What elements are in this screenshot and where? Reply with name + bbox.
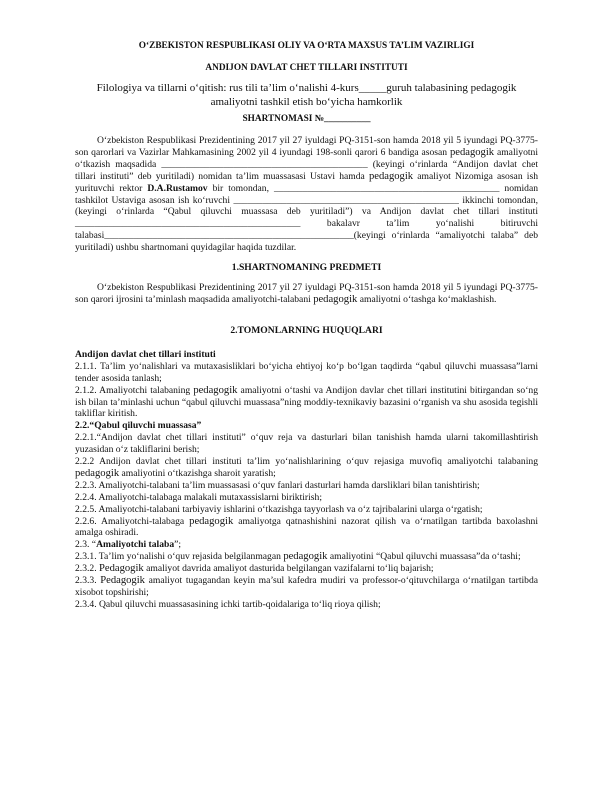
- clause-2-2-1: 2.2.1.“Andijon davlat chet tillari instituti” o‘quv reja va dasturlari bilan tanishish hamda ularni takomillashtirish yuzasidan o‘z takliflarini berish;: [75, 432, 538, 456]
- clause-2-2-2-c: amaliyotini o‘tkazishga sharoit yaratish;: [119, 467, 276, 479]
- party-student-label: Amaliyotchi talaba: [96, 539, 175, 551]
- clause-2-2-2: [75, 456, 538, 480]
- document-subtitle: [75, 81, 538, 109]
- clause-2-1-2-b: pedagogik: [193, 384, 238, 396]
- section-2-title: 2.TOMONLARNING HUQUQLARI: [230, 324, 383, 336]
- party-receiver-heading: 2.2.“Qabul qiluvchi muassasa”: [75, 420, 202, 432]
- party-student-heading: [75, 539, 538, 551]
- clause-2-3-2-b: Pedagogik: [98, 563, 144, 575]
- clause-2-3-3: [75, 575, 538, 599]
- institute-heading: ANDIJON DAVLAT CHET TILLARI INSTITUTI: [205, 63, 408, 73]
- clause-2-3-3-c: amaliyot tugagandan keyin ma’sul kafedra mudiri va professor-o‘qituvchilarga o‘rnatilgan tartibda xisobot topshirishi;: [75, 575, 539, 598]
- clause-2-2-2-a: 2.2.2 Andijon davlat chet tillari instituti ta’lim yo‘nalishlarining o‘quv rejasiga muvofiq amaliyotchi talabaning: [75, 456, 538, 468]
- intro-text-2: amaliyotni o‘tkazish maqsadida ___________________________________________ (keyingi o‘rinlarda “Andijon davlat chet tillari instituti” deb yuritiladi) nomidan ta’lim muassasasi Ustavi hamda: [75, 146, 538, 182]
- clause-2-1-2-c: amaliyotni o‘tashi va Andijon davlar chet tillari institutini bitirgandan so‘ng ish bilan ta’minlashi uchun “qabul qiluvchi muassasa”ning moddiy-texnikaviy bazasini o‘rganish va shu asosida tegishli takliflar kiritish.: [75, 384, 539, 420]
- clause-2-2-5: 2.2.5. Amaliyotchi-talabani tarbiyaviy ishlarini o‘tkazishga tayyorlash va o‘z tajribalarini ularga o‘rgatish;: [75, 503, 483, 515]
- section-1-paragraph: [75, 282, 538, 306]
- clause-2-3-1: [75, 551, 538, 563]
- party-student-suffix: ”;: [174, 539, 182, 551]
- clause-2-3-3-a: 2.3.3.: [75, 575, 101, 587]
- clause-2-2-6: [75, 516, 538, 540]
- document-body: [75, 40, 538, 611]
- subtitle-line-1: Filologiya va tillarni o‘qitish: rus tili ta’lim o‘nalishi 4-kurs_____guruh talabasining pedagogik: [96, 82, 517, 94]
- party-student-prefix: 2.3. “: [75, 539, 97, 551]
- clause-2-2-6-b: pedagogik: [189, 515, 234, 527]
- intro-word-pedagogik: pedagogik: [449, 146, 495, 158]
- intro-text-4: bir tomondan, _______________________________________________ nomidan tashkilot Ustaviga asosan ish ko‘ruvchi _______________________________________________ ikkinchi tomondan, (keyingi o‘rinlarda “Qabul qiluvchi muassasa deb yuritiladi”) va Andijon davlat chet tillari instituti _______________________________________________ bakalavr ta’lim yo‘nalishi bitiruvchi talabasi____________________________________________________(keyingi o‘rinlarda “amaliyotchi talaba” deb yuritiladi) ushbu shartnomani quyidagilar haqida tuzdilar.: [75, 182, 539, 254]
- clause-2-3-2-c: amaliyot davrida amaliyot dasturida belgilangan vazifalarni to‘liq bajarish;: [143, 563, 434, 575]
- clause-2-2-6-a: 2.2.6. Amaliyotchi-talabaga: [75, 515, 190, 527]
- rector-name: D.A.Rustamov: [147, 182, 208, 194]
- clause-2-3-1-b: pedagogik: [283, 551, 328, 563]
- clause-2-2-4: 2.2.4. Amaliyotchi-talabaga malakali mutaxassislarni biriktirish;: [75, 491, 322, 503]
- clause-2-3-2-a: 2.3.2.: [75, 563, 99, 575]
- clause-2-1-2-a: 2.1.2. Amaliyotchi talabaning: [75, 384, 194, 396]
- intro-paragraph: [75, 135, 538, 254]
- clause-2-2-6-c: amaliyotga qatnashishini nazorat qilish va o‘rnatilgan tartibda baxolashni amalga oshiradi.: [75, 515, 538, 539]
- intro-text-3: amaliyot Nizomiga asosan ish yurituvchi rektor: [75, 170, 538, 194]
- clause-2-3-2: [75, 563, 538, 575]
- clause-2-2-2-b: pedagogik: [75, 467, 120, 479]
- section-1-word-pedagogik: pedagogik: [313, 293, 358, 305]
- clause-2-3-4: 2.3.4. Qabul qiluvchi muassasasining ichki tartib-qoidalariga to‘liq rioya qilish;: [75, 598, 381, 610]
- clause-2-3-1-a: 2.3.1. Ta’lim yo‘nalishi o‘quv rejasida belgilanmagan: [75, 551, 284, 563]
- ministry-heading: O‘ZBEKISTON RESPUBLIKASI OLIY VA O‘RTA MAXSUS TA’LIM VAZIRLIGI: [138, 41, 475, 51]
- clause-2-2-3: 2.2.3. Amaliyotchi-talabani ta’lim muassasasi o‘quv fanlari dasturlari hamda darsliklari bilan tanishtirish;: [75, 479, 480, 491]
- clause-2-1-1: 2.1.1. Ta’lim yo‘nalishlari va mutaxasisliklari bo‘yicha ehtiyoj ko‘p bo‘lgan taqdirda “qabul qiluvchi muassasa”larni tender asosida tanlash;: [75, 360, 538, 384]
- subtitle-line-2: amaliyotni tashkil etish bo‘yicha hamkorlik: [210, 96, 403, 108]
- section-1-text-c: amaliyotni o‘tashga ko‘maklashish.: [357, 293, 497, 305]
- contract-heading: SHARTNOMASI №__________: [242, 114, 371, 124]
- party-institute-heading: Andijon davlat chet tillari instituti: [75, 348, 216, 360]
- section-1-text-a: O‘zbekiston Respublikasi Prezidentining 2017 yil 27 iyuldagi PQ-3151-son hamda 2018 yil 5 iyundagi PQ-3775-son qarori ijrosini ta’minlash maqsadida amaliyotchi-talabani: [75, 282, 538, 305]
- intro-text-1: O‘zbekiston Respublikasi Prezidentining 2017 yil 27 iyuldagi PQ-3151-son hamda 2018 yil 5 iyundagi PQ-3775-son qarorlari va Vazirlar Mahkamasining 2002 yil 4 iyundagi 198-sonli qarori 6 bandiga asosan: [75, 135, 538, 158]
- clause-2-3-3-b: Pedagogik: [100, 575, 145, 587]
- clause-2-1-2: [75, 385, 538, 421]
- section-1-title: 1.SHARTNOMANING PREDMETI: [231, 262, 382, 274]
- intro-word-pedagogik-2: pedagogik: [368, 170, 414, 182]
- clause-2-3-1-c: amaliyotini “Qabul qiluvchi muassasa”da o‘tashi;: [327, 551, 521, 563]
